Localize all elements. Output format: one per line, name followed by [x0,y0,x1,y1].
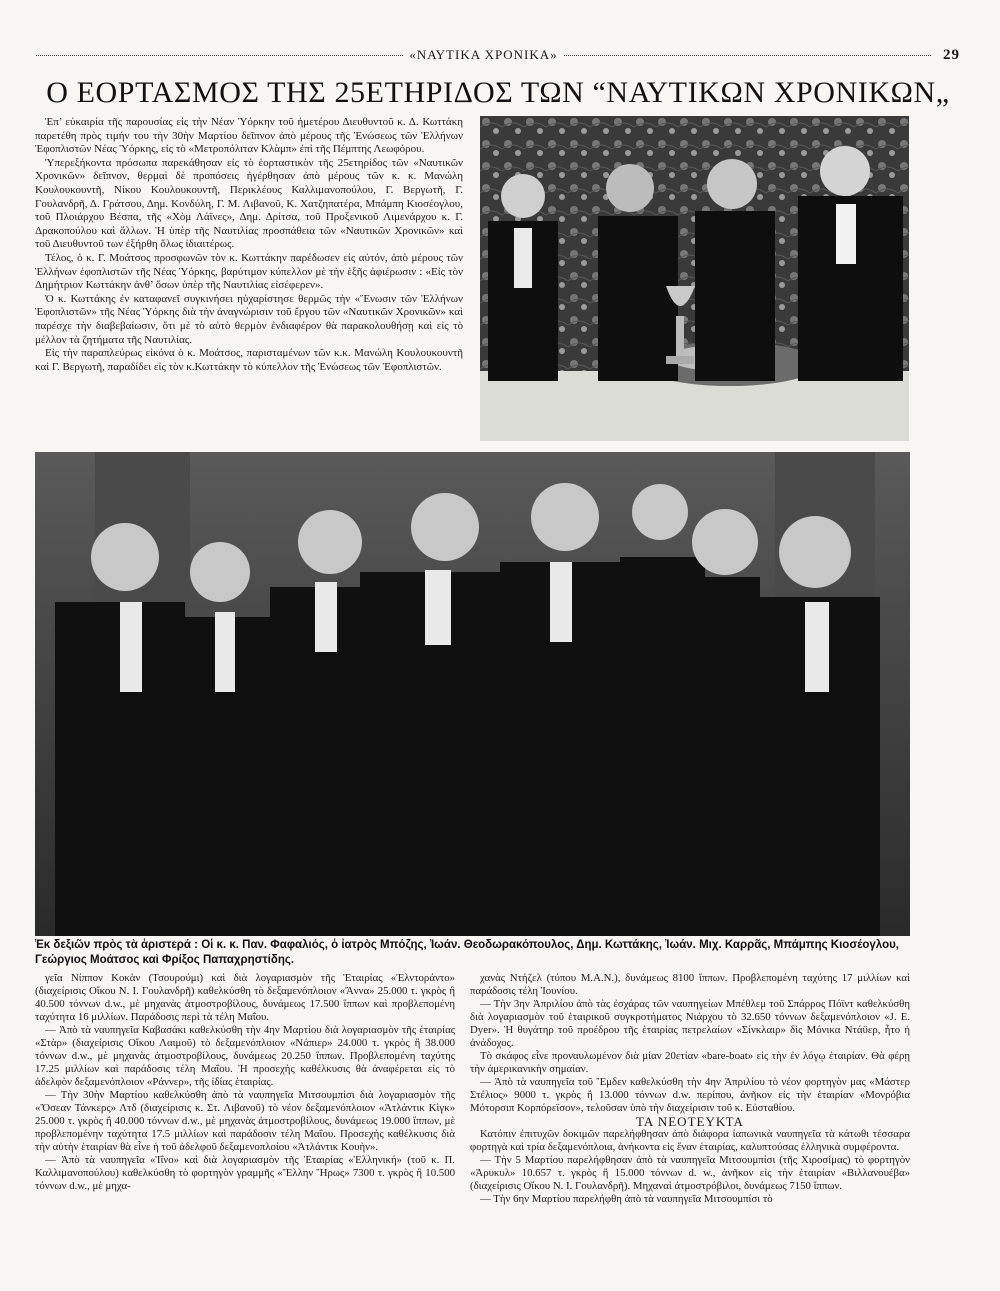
news-paragraph: χανὰς Ντήζελ (τύπου Μ.Α.Ν.), δυνάμεως 8100 ἵππων. Προβλεπομένη ταχύτης 17 μιλλίων καὶ παράδοσις τέλη Ἰουνίου. [470,972,910,997]
article-title: Ο ΕΟΡΤΑΣΜΟΣ ΤΗΣ 25ΕΤΗΡΙΔΟΣ ΤΩΝ “ΝΑΥΤΙΚΩΝ ΧΡΟΝΙΚΩΝ„ [46,76,950,109]
section-subheading: ΤΑ ΝΕΟΤΕΥΚΤΑ [636,1114,744,1129]
news-paragraph: — Ἀπὸ τὰ ναυπηγεῖα Καβασάκι καθελκύσθη τὴν 4ην Μαρτίου διὰ λογαριασμὸν τῆς ἑταιρίας «Στὰρ» (διαχείρισις Οἴκου Λαιμοῦ) τὸ δεξαμενόπλοιον «Νάπιερ» 24.000 τ. γκρὸς ἢ 38.000 τόννων d.w., μὲ μηχανὰς ἀτμοστροβίλους, δυνάμεως 20.250 ἵππων. Προβλεπομένη ταχύτης 17.25 μιλλίων καὶ παράδοσις τέλη Μαΐου. Ἡ προσεχὴς καθέλκυσις θὰ ἀναφέρεται εἰς τὸ ἀδελφὸν δεξαμενόπλοιον «Ράννερ», τῆς ἰδίας ἑταιρίας. [35,1024,455,1088]
running-header [30,44,960,66]
news-paragraph: — Ἀπὸ τὰ ναυπηγεῖα τοῦ Ἔμδεν καθελκύσθη τὴν 4ην Ἀπριλίου τὸ νέον φορτηγὸν μας «Μάστερ Στέλιος» 9000 τ. γκρὸς ἢ 13.000 τόννων d.w. περίπου, ἀνῆκον εἰς τὴν ἑταιρίαν «Μονρόβια Μότορσιπ Κορπόρεϊσον», τελοῦσαν ὑπὸ τὴν διαχείρισιν τοῦ κ. Εὐσταθίου. [470,1076,910,1114]
group-portrait-photo [35,452,910,936]
lower-right-column [470,972,910,1206]
news-paragraph: γεῖα Νίππον Κοκὰν (Τσουρούμι) καὶ διὰ λογαριασμὸν τῆς Ἑταιρίας «Ἐλντοράντο» (διαχείρισις Οἴκου Ν. Ι. Γουλανδρῆ) καθελκύσθη τὸ δεξαμενόπλοιον «Ἄννα» 25.000 τ. γκρὸς ἢ 40.500 τόννων d.w., μὲ μηχανὰς ἀτμοστροβίλους, δυνάμεως 17.500 ἵππων καὶ προβλεπομένη ταχύτητα 16 μιλλίων. Παράδοσις περὶ τὰ τέλη Μαΐου. [35,972,455,1023]
news-paragraph: — Τὴν 3ην Ἀπριλίου ἀπὸ τὰς ἐσχάρας τῶν ναυπηγείων Μπέθλεμ τοῦ Σπάρρος Πόϊντ καθελκύσθη διὰ λογαριασμὸν τοῦ ἑταιρικοῦ συγκροτήματος Νιάρχου τὸ 32.650 τόννων δεξαμενόπλοιον «J. E. Dyer». Ἡ θυγάτηρ τοῦ προέδρου τῆς ἑταιρίας πετρελαίων «Σίνκλαιρ» δὶς Μόνικα Ντάϋερ, ἦτο ἡ ἀνάδοχος. [470,998,910,1049]
news-paragraph: — Τὴν 30ὴν Μαρτίου καθελκύσθη ἀπὸ τὰ ναυπηγεῖα Μιτσουμπίσι διὰ λογαριασμὸν τῆς «Ὄσεαν Τάνκερς» Λτδ (διαχείρισις κ. Στ. Λιβανοῦ) τὸ νέον δεξαμενόπλοιον «Ἀτλάντικ Κὶγκ» 25.000 τ. γκρὸς ἢ 40.000 τόννων d.w., μὲ μηχανὰς ἀτμοστροβίλους, δυνάμεως 19.000 ἵππων, μὲ προβλεπομένην ταχύτητα 17.5 μιλλίων καὶ παράδοσιν τέλη Μαΐου. Προσεχὴς καθέλκυσις διὰ τὴν αὐτὴν ἑταιρίαν θὰ εἶνε ἡ τοῦ ἀδελφοῦ δεξαμενοπλοίου «Ἀτλάντικ Κουὴν». [35,1089,455,1153]
header-rule-left [36,55,403,56]
photo-caption: Ἐκ δεξιῶν πρὸς τὰ ἀριστερά : Οἱ κ. κ. Παν. Φαφαλιός, ὁ ἰατρὸς Μπόζης, Ἰωάν. Θεοδωρακόπουλος, Δημ. Κωττάκης, Ἰωάν. Μιχ. Καρρᾶς, Μπάμπης Κιοσέογλου, Γεώργιος Μοάτσος καὶ Φρίξος Παπαχρηστίδης. [35,939,899,966]
running-title: «ΝΑΥΤΙΚΑ ΧΡΟΝΙΚΑ» [409,47,558,62]
news-paragraph: Τὸ σκάφος εἶνε προναυλωμένον διὰ μίαν 20ετίαν «bare-boat» εἰς τὴν ἐν λόγῳ ἑταιρίαν. Θὰ φέρῃ τὴν ἀμερικανικὴν σημαίαν. [470,1050,910,1075]
intro-paragraph: Ὑπερεξήκοντα πρόσωπα παρεκάθησαν εἰς τὸ ἑορταστικὸν τῆς 25ετηρίδος τῶν «Ναυτικῶν Χρονικῶν» δεῖπνον, θερμαὶ δὲ προπόσεις ἠγέρθησαν ἀπὸ μέρους τῶν κ. κ. Μανώλη Κουλουκουντῆ, Νίκου Κουλουκουντῆ, Περικλέους Καλλιμανοπούλου, Γ. Βεργωτῆ, Γ. Γουλανδρῆ, Δ. Γράτσου, Δημ. Κονδύλη, Γ. Μ. Λιβανοῦ, Κ. Χατζηπατέρα, Μπάμπη Κιοσέογλου, τοῦ Πλοιάρχου Βέσπα, τῆς «Χὸμ Λάϊνες», Δημ. Δρίτσα, τοῦ Προξενικοῦ Λιμενάρχου κ. Γ. Δρακοπούλου καὶ ἄλλων. Ἡ ὑπὲρ τῆς Ναυτιλίας προσπάθεια τῶν «Ναυτικῶν Χρονικῶν» καὶ τοῦ Διευθυντοῦ των ἐξήρθη ὅλως ἰδιαιτέρως. [35,156,463,251]
intro-paragraph: Εἰς τὴν παραπλεύρως εἰκόνα ὁ κ. Μοάτσος, παρισταμένων τῶν κ.κ. Μανώλη Κουλουκουντῆ καὶ Γ. Βεργωτῆ, παραδίδει εἰς τὸν κ.Κωττάκην τὸ κύπελλον τῆς Ἐνώσεως τῶν Ἐφοπλιστῶν. [35,347,463,373]
intro-paragraph: Ἐπ’ εὐκαιρία τῆς παρουσίας εἰς τὴν Νέαν Ὑόρκην τοῦ ἡμετέρου Διευθυντοῦ κ. Δ. Κωττάκη παρετέθη πρὸς τιμήν του τὴν 30ὴν Μαρτίου δεῖπνον ἀπὸ μέρους τῆς Ἐνώσεως τῶν Ἑλλήνων Ἐφοπλιστῶν Νέας Ὑόρκης, εἰς τὸ «Μετροπόλιταν Κλὰμπ» ἐπὶ τῆς Πέμπτης Λεωφόρου. [35,116,463,156]
intro-paragraph: Ὁ κ. Κωττάκης ἐν καταφανεῖ συγκινήσει ηὐχαρίστησε θερμῶς τὴν «Ἕνωσιν τῶν Ἑλλήνων Ἐφοπλιστῶν» τῆς Νέας Ὑόρκης διὰ τὴν ἀναγνώρισιν τοῦ ἔργου τῶν «Ναυτικῶν Χρονικῶν» καὶ παρέσχε τὴν διαβεβαίωσιν, ὅτι μὲ τὸ αὐτὸ θερμὸν ἐνδιαφέρον θὰ παρακολουθήσῃ καὶ εἰς τὸ μέλλον τὰ ζητήματα τῆς Ναυτιλίας. [35,292,463,346]
page-number: 29 [943,46,960,63]
trophy-presentation-photo [480,116,909,441]
news-paragraph: — Τὴν 6ην Μαρτίου παρελήφθη ἀπὸ τὰ ναυπηγεῖα Μιτσουμπίσι τὸ [480,1193,773,1205]
news-paragraph: Κατόπιν ἐπιτυχῶν δοκιμῶν παρελήφθησαν ἀπὸ διάφορα ἰαπωνικὰ ναυπηγεῖα τὰ κάτωθι τέσσαρα φορτηγὰ καὶ τρία δεξαμενόπλοια, ἀνήκοντα εἰς ἕναν ἑταιρίας, καλυπτούσας ἑλληνικὰ συμφέροντα. [470,1128,910,1153]
news-paragraph: — Ἀπὸ τὰ ναυπηγεῖα «Ἰΐνο» καὶ διὰ λογαριασμὸν τῆς Ἑταιρίας «Ἑλληνική» (τοῦ κ. Π. Καλλιμανοπούλου) καθελκύσθη τὸ φορτηγὸν γραμμῆς «Ἕλλην Ἥρως» 7300 τ. γκρὸς ἢ 10.500 τόννων d.w., μὲ μηχα- [35,1154,455,1192]
intro-column [35,116,463,374]
lower-left-column [35,972,455,1193]
news-paragraph: — Τὴν 5 Μαρτίου παρελήφθησαν ἀπὸ τὰ ναυπηγεῖα Μιτσουμπίσι (τῆς Χιροσίμας) τὸ φορτηγὸν «Ἀρυκυλ» 10.657 τ. γκρὸς ἢ 15.000 τόννων d. w., ἀνῆκον εἰς τὴν ἑταιρίαν «Βιλλανουέβα» (διαχείρισις Οἴκου Ν. Ι. Γουλανδρῆ). Μηχαναὶ ἀτμοστρόβιλοι, δυνάμεως 7150 ἵππων. [470,1154,910,1192]
intro-paragraph: Τέλος, ὁ κ. Γ. Μοάτσος προσφωνῶν τὸν κ. Κωττάκην παρέδωσεν εἰς αὐτόν, ἀπὸ μέρους τῶν Ἑλλήνων ἐφοπλιστῶν τῆς Νέας Ὑόρκης, βαρύτιμον κύπελλον μὲ τὴν ἑξῆς ἀφιέρωσιν : «Εἰς τὸν Δημήτριον Κωττάκην ἀνθ’ ὅσων ὑπὲρ τῆς Ναυτιλίας εἰσέφερεν». [35,251,463,292]
header-rule-right [564,55,931,56]
